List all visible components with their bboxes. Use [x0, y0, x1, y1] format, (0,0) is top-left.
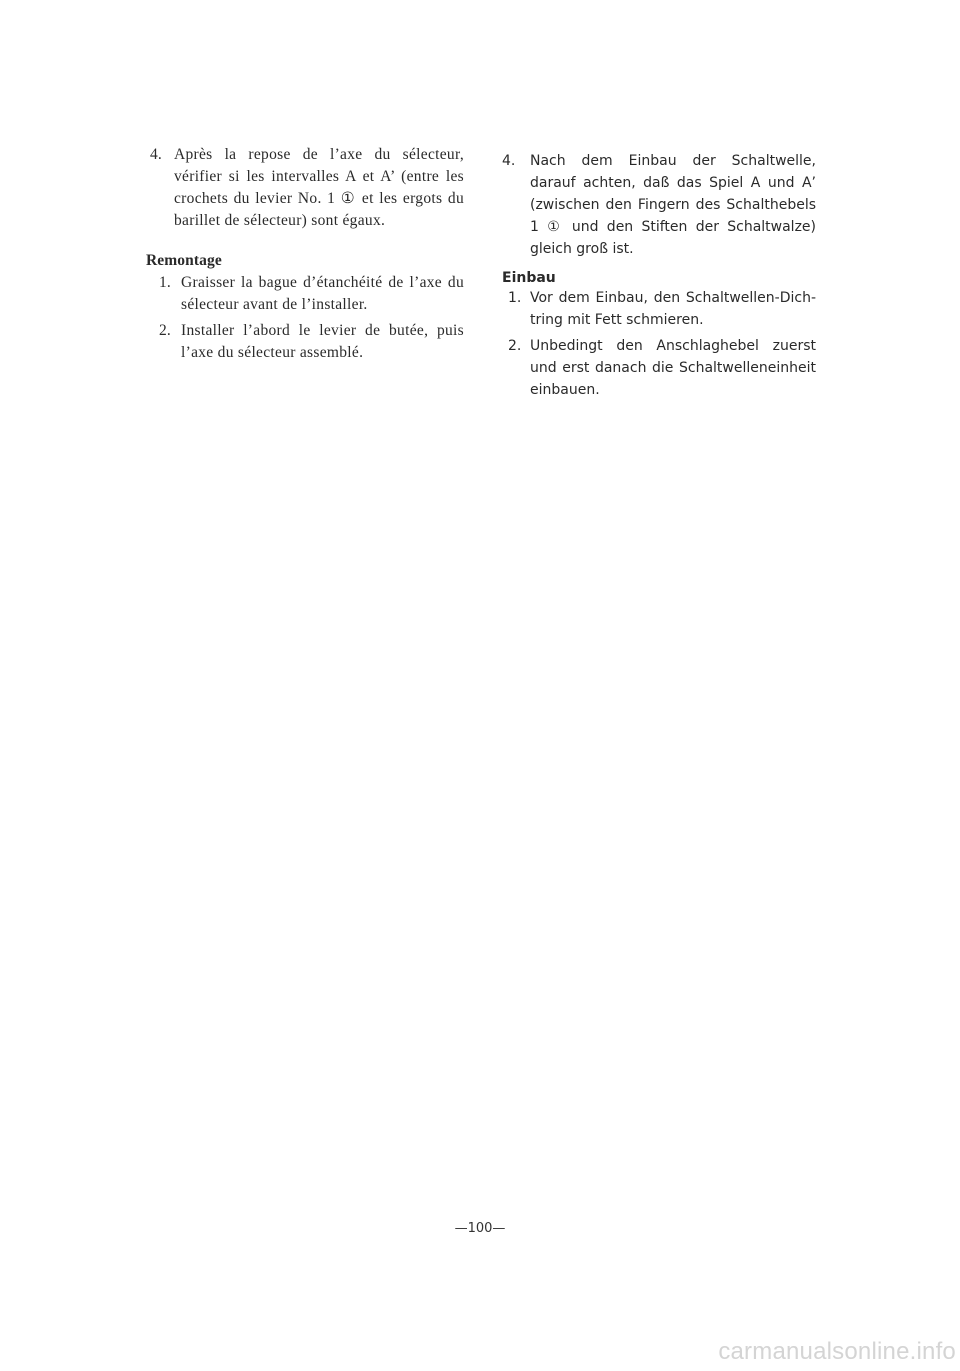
french-step-4-number: 4. — [150, 146, 162, 163]
french-item-2-number: 2. — [159, 322, 171, 339]
french-item-2-text: Installer l’abord le levier de butée, puis l’axe du sélecteur assemblé. — [181, 322, 464, 361]
german-item-2 — [502, 335, 816, 401]
german-step-4-number: 4. — [502, 153, 516, 169]
german-item-1-text: Vor dem Einbau, den Schaltwellen-Dich-tring mit Fett schmieren. — [530, 290, 816, 328]
french-item-1 — [146, 272, 464, 316]
french-item-2 — [146, 320, 464, 364]
watermark: carmanualsonline.info — [718, 1338, 956, 1365]
french-step-4 — [146, 144, 464, 232]
german-item-1 — [502, 287, 816, 331]
german-item-2-number: 2. — [508, 338, 522, 354]
german-item-2-text: Unbedingt den Anschlaghebel zuerst und erst danach die Schaltwelleneinheit einbauen. — [530, 338, 816, 398]
german-step-4-text: Nach dem Einbau der Schaltwelle, darauf achten, daß das Spiel A und A’ (zwischen den Fingern des Schalthebels 1 ① und den Stiften der Schaltwalze) gleich groß ist. — [530, 153, 816, 257]
french-column — [146, 144, 464, 364]
page-number: —100— — [454, 1221, 506, 1236]
german-item-1-number: 1. — [508, 290, 522, 306]
french-section-heading: Remontage — [146, 252, 222, 269]
french-step-4-text: Après la repose de l’axe du sélecteur, vérifier si les intervalles A et A’ (entre les crochets du levier No. 1 ① et les ergots du barillet de sélecteur) sont égaux. — [174, 146, 464, 229]
german-column — [502, 150, 816, 401]
french-item-1-number: 1. — [159, 274, 171, 291]
german-section-heading: Einbau — [502, 270, 556, 286]
french-item-1-text: Graisser la bague d’étanchéité de l’axe du sélecteur avant de l’installer. — [181, 274, 464, 313]
german-step-4 — [502, 150, 816, 260]
